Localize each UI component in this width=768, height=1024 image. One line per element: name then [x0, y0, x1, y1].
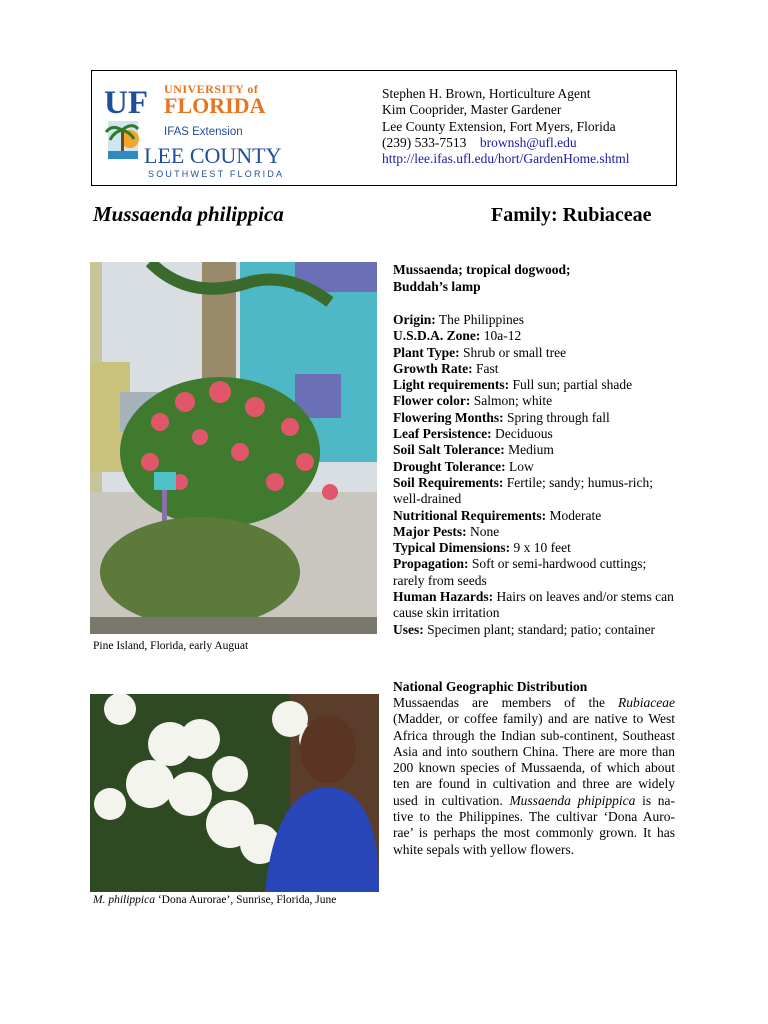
photo2-caption-species: M. philippica: [93, 894, 155, 906]
common-names: [393, 262, 663, 295]
species-title: Mussaenda philippica: [93, 202, 284, 226]
contact-email-link[interactable]: brownsh@ufl.edu: [479, 134, 577, 150]
uf-ifas-lee-county-logo: [104, 81, 294, 179]
property-origin: Origin: The Philippines: [393, 312, 525, 327]
photo-white-mussaenda-with-boy: [90, 694, 379, 892]
property-usda-zone: U.S.D.A. Zone: 10a-12: [393, 328, 522, 344]
logo-university-text: UNIVERSITY of: [164, 82, 259, 96]
property-pests: Major Pests: None: [393, 523, 500, 539]
common-names-line1: Mussaenda; tropical dogwood;: [393, 262, 571, 277]
property-leaf-persistence: Leaf Persistence: Deciduous: [393, 426, 553, 442]
logo-lee-county-text: LEE COUNTY: [144, 143, 282, 168]
palm-tree-icon: [106, 121, 139, 159]
property-light: Light requirements: Full sun; partial shade: [393, 377, 633, 393]
property-salt-tolerance: Soil Salt Tolerance: Medium: [393, 442, 554, 458]
property-uses: Uses: Specimen plant; standard; patio; container: [393, 621, 656, 637]
logo-southwest-text: SOUTHWEST FLORIDA: [148, 169, 285, 179]
photo2-caption-rest: ‘Dona Aurorae’, Sunrise, Florida, June: [154, 894, 337, 906]
distribution-title: National Geographic Distribution: [393, 679, 588, 694]
contact-agent: Stephen H. Brown, Horticulture Agent: [382, 86, 591, 101]
contact-gardener: Kim Cooprider, Master Gardener: [382, 102, 562, 118]
property-drought-tolerance: Drought Tolerance: Low: [393, 458, 534, 474]
plant-properties: [393, 312, 678, 638]
property-plant-type: Plant Type: Shrub or small tree: [393, 344, 567, 360]
property-flower-color: Flower color: Salmon; white: [393, 393, 553, 409]
contact-phone: (239) 533-7513: [382, 134, 467, 150]
property-soil: Soil Requirements: Fertile; sandy; humus-rich; well-drained: [393, 474, 653, 507]
distribution-species-italic: Mussaenda phipippica: [509, 792, 636, 808]
logo-florida-text: FLORIDA: [164, 93, 266, 118]
common-names-line2: Buddah’s lamp: [393, 278, 481, 294]
photo2-caption: [93, 894, 336, 906]
property-propagation: Propagation: Soft or semi-hardwood cuttings; rarely from seeds: [393, 556, 647, 588]
logo-uf-text: UF: [104, 85, 148, 121]
distribution-family-italic: Rubiaceae: [618, 695, 675, 710]
contact-block: [382, 86, 629, 167]
distribution-paragraph: Mussaendas are members of the Rubiaceae (Madder, or coffee family) and are native to West Africa through the Indian sub-continent, Southeast Asia and into southern China. There are more than 200 known species of Mussaenda, of which about ten are found in cultivation and three are widely used in cultivation. Mussaenda phipippica is na-tive to the Philippines. The cultivar ‘Dona Auro-rae’ is perhaps the most commonly grown. It has white sepals with yellow flowers.: [393, 695, 675, 857]
logo-ifas-text: IFAS Extension: [164, 126, 243, 138]
property-growth-rate: Growth Rate: Fast: [393, 360, 499, 376]
property-dimensions: Typical Dimensions: 9 x 10 feet: [393, 540, 571, 556]
contact-office: Lee County Extension, Fort Myers, Florida: [382, 118, 616, 134]
property-flowering-months: Flowering Months: Spring through fall: [393, 409, 610, 425]
contact-phone-email-line: [382, 135, 629, 151]
header-box: [91, 70, 677, 186]
family-title: Family: Rubiaceae: [491, 204, 652, 226]
photo-salmon-mussaenda-shrub: [90, 262, 377, 634]
property-nutrition: Nutritional Requirements: Moderate: [393, 507, 602, 523]
property-human-hazards: Human Hazards: Hairs on leaves and/or stems can cause skin irritation: [393, 589, 674, 621]
contact-url-link[interactable]: http://lee.ifas.ufl.edu/hort/GardenHome.shtml: [382, 151, 630, 167]
photo1-caption: Pine Island, Florida, early Auguat: [93, 640, 249, 652]
